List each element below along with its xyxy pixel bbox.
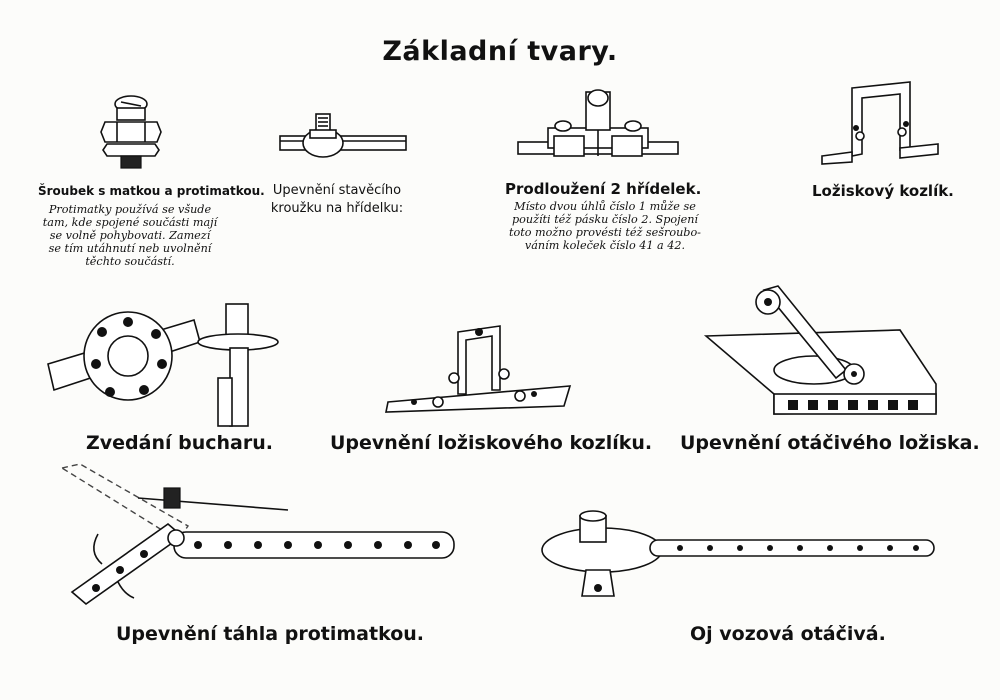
swivel-pole-illustration	[540, 510, 936, 606]
extension-description	[505, 200, 705, 252]
screw-label: Šroubek s matkou a protimatkou.	[38, 184, 265, 198]
screw-desc-line: Protimatky používá se všude	[48, 203, 212, 216]
bearing-bracket-illustration	[820, 78, 940, 166]
extension-desc-line: toto možno provésti též sešroubo-	[509, 226, 701, 239]
collar-label-line: Upevnění stavěcího	[272, 183, 402, 198]
extension-desc-line: použíti též pásku číslo 2. Spojení	[511, 213, 698, 226]
extension-desc-line: váním koleček číslo 41 a 42.	[524, 239, 686, 252]
screw-desc-line: se tím utáhnutí neb uvolnění	[48, 242, 212, 255]
bracket-label: Ložiskový kozlík.	[812, 182, 954, 200]
hammer-lift-illustration	[44, 290, 284, 426]
screw-description	[40, 203, 220, 268]
swivel-bearing-mount-illustration	[704, 284, 940, 424]
bracket-mount-label: Upevnění ložiskového kozlíku.	[330, 432, 653, 454]
screw-nut-illustration	[95, 90, 165, 170]
rod-mount-label: Upevnění táhla protimatkou.	[116, 623, 424, 645]
screw-desc-line: se volně pohybovati. Zamezí	[49, 229, 211, 242]
pole-label: Oj vozová otáčivá.	[690, 623, 886, 645]
extension-label: Prodloužení 2 hřídelek.	[505, 180, 702, 198]
screw-desc-line: těchto součástí.	[85, 255, 175, 268]
extension-desc-line: Místo dvou úhlů číslo 1 může se	[514, 200, 696, 213]
hammer-label: Zvedání bucharu.	[86, 432, 273, 454]
shaft-extension-illustration	[518, 84, 678, 170]
collar-label-line: kroužku na hřídelku:	[270, 201, 404, 216]
screw-desc-line: tam, kde spojené součásti mají	[42, 216, 218, 229]
swivel-mount-label: Upevnění otáčivého ložiska.	[680, 432, 980, 454]
collar-shaft-illustration	[278, 108, 408, 168]
bracket-mount-illustration	[384, 316, 574, 416]
page-title: Základní tvary.	[382, 36, 618, 67]
rod-locknut-illustration	[58, 462, 458, 612]
collar-label	[262, 182, 412, 218]
